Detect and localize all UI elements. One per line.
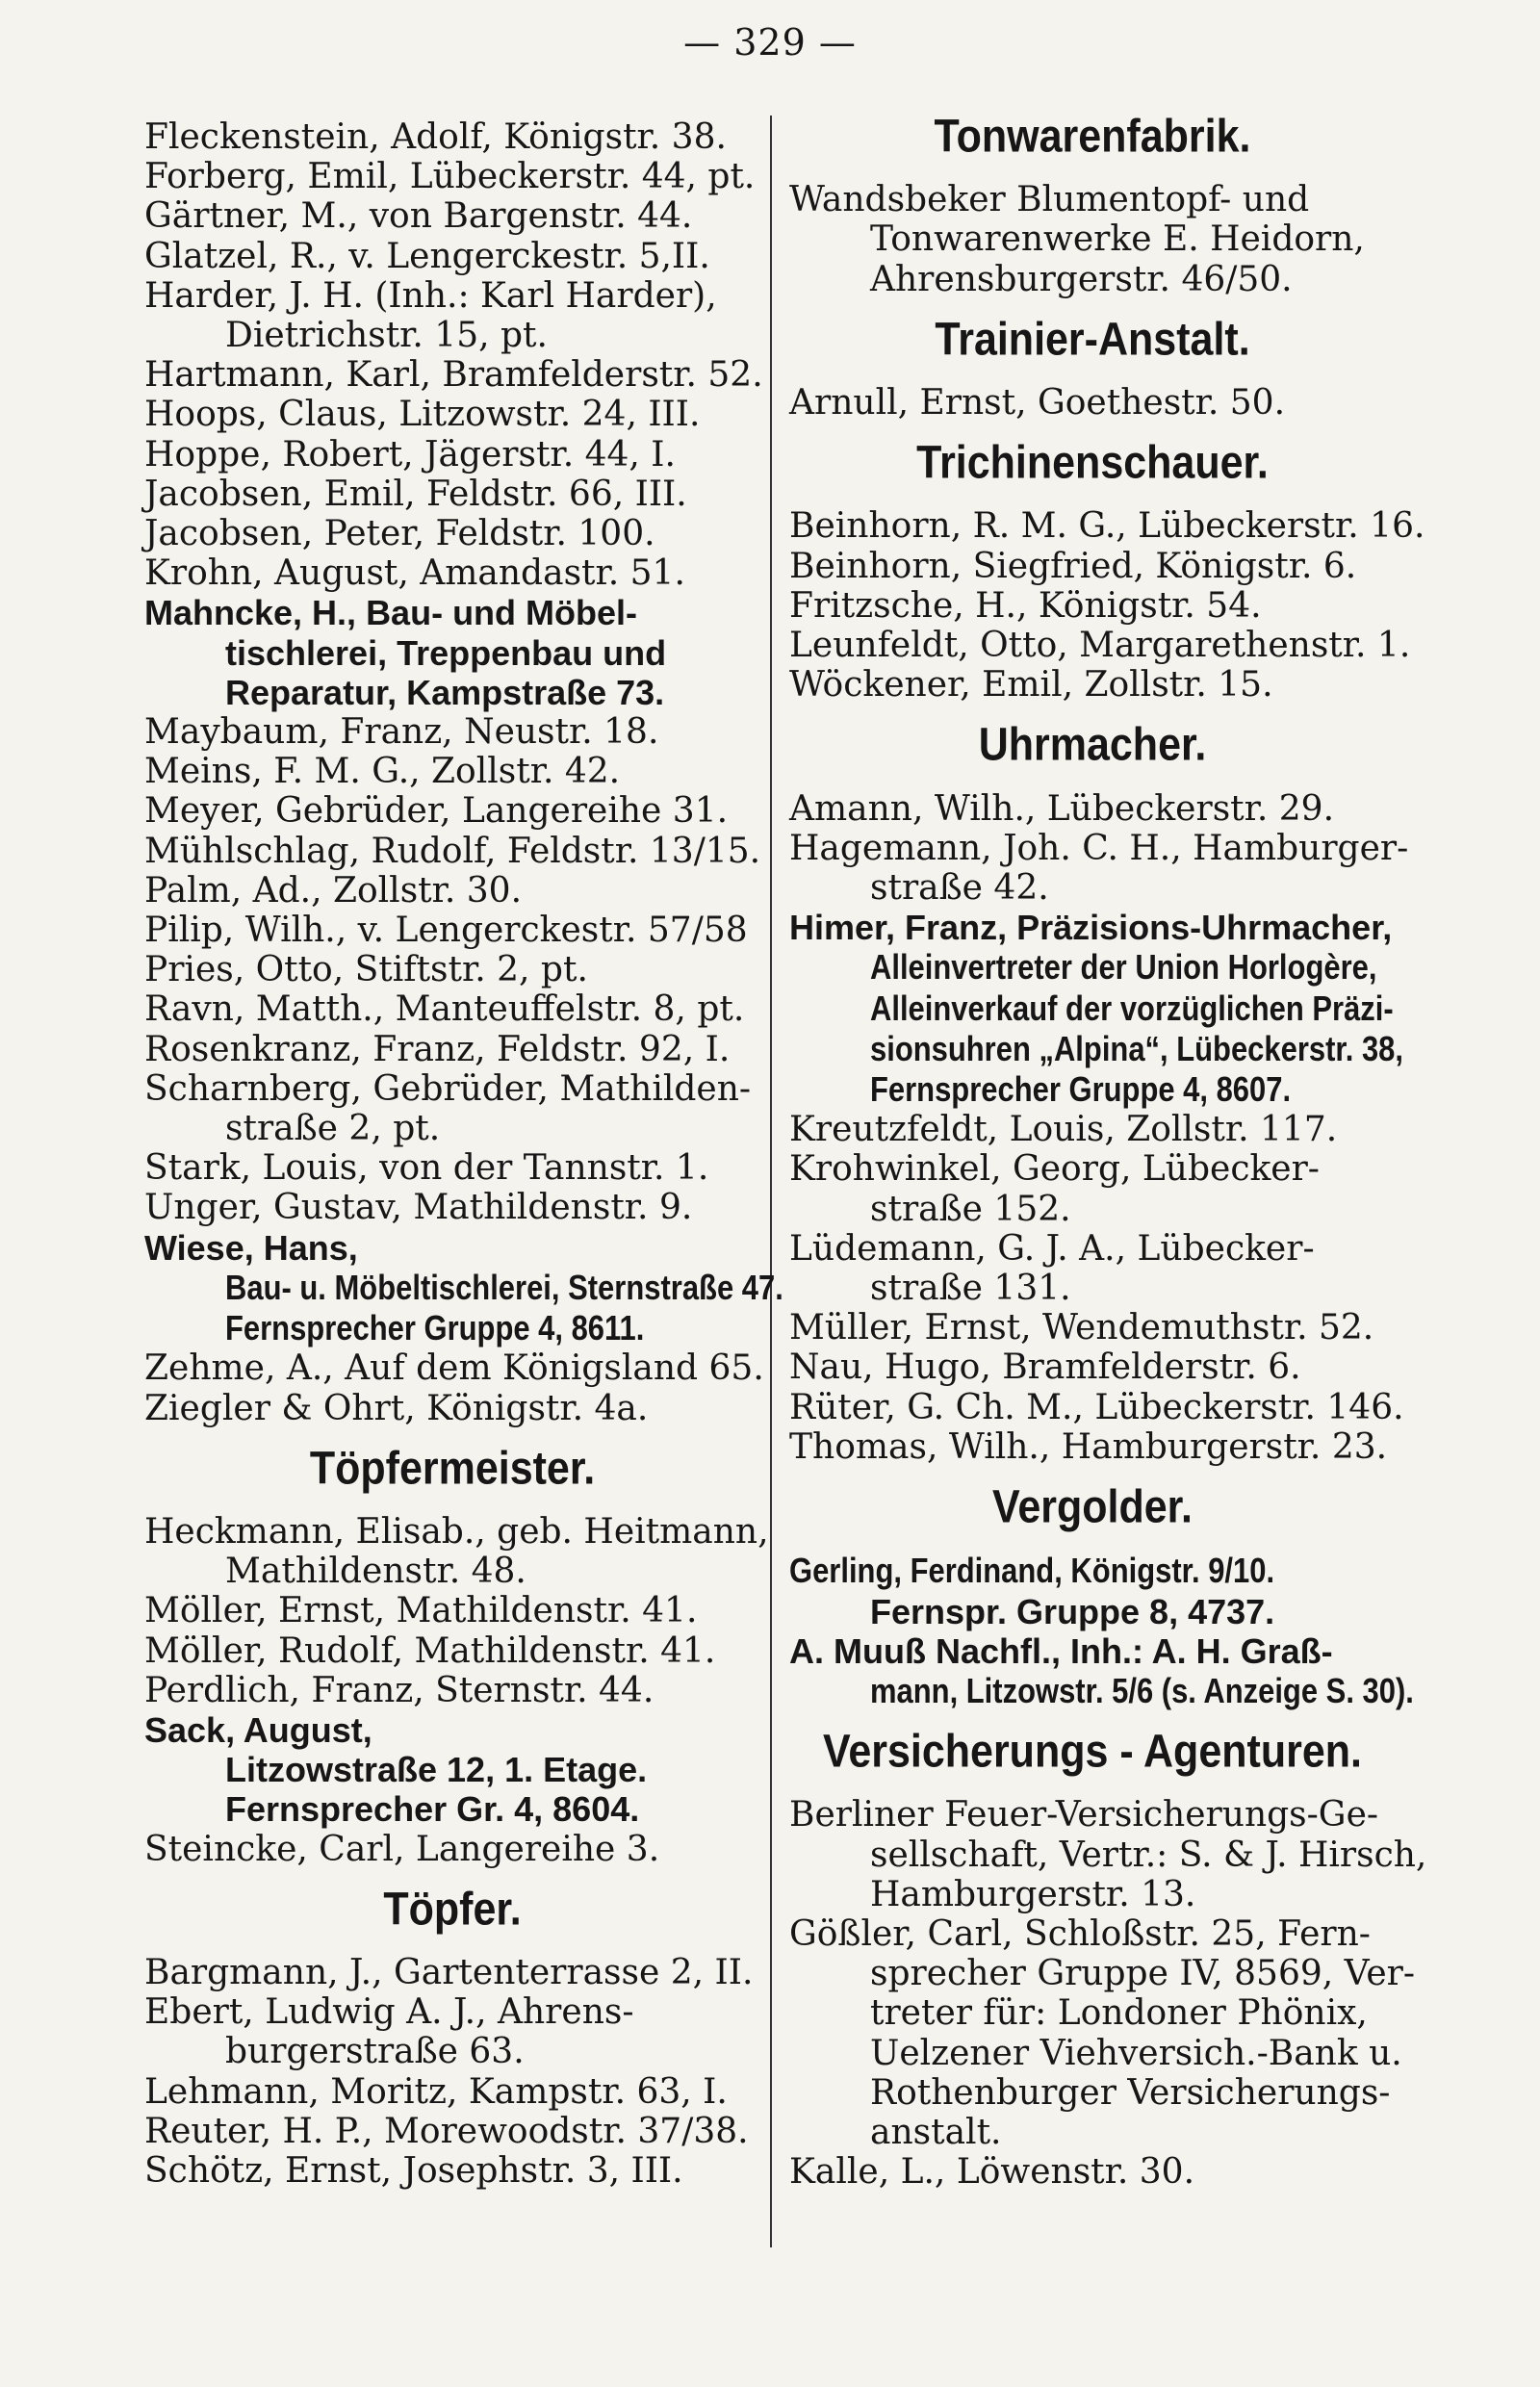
advert-wiese-line: Wiese, Hans, [144,1227,358,1268]
column-divider [770,116,772,2247]
list-item: Wöckener, Emil, Zollstr. 15. [789,665,1273,706]
list-item: Fleckenstein, Adolf, Königstr. 38. [144,117,727,157]
list-item: Jacobsen, Peter, Feldstr. 100. [144,514,655,554]
list-item: Maybaum, Franz, Neustr. 18. [144,712,659,753]
list-item: Rosenkranz, Franz, Feldstr. 92, I. [144,1029,731,1069]
list-item: Reuter, H. P., Morewoodstr. 37/38. [144,2111,749,2151]
advert-himer-line: Alleinverkauf der vorzüglichen Präzi- [870,988,1394,1028]
list-item: Palm, Ad., Zollstr. 30. [144,870,523,911]
advert-himer-line: sionsuhren „Alpina“, Lübeckerstr. 38, [870,1028,1404,1068]
list-item: Forberg, Emil, Lübeckerstr. 44, pt. [144,157,756,197]
list-item: Zehme, A., Auf dem Königsland 65. [144,1348,764,1389]
advert-muuss-line: mann, Litzowstr. 5/6 (s. Anzeige S. 30). [870,1670,1414,1710]
list-item: Unger, Gustav, Mathildenstr. 9. [144,1188,693,1228]
advert-himer-line: Himer, Franz, Präzisions-Uhrmacher, [789,908,1393,948]
list-item: Lüdemann, G. J. A., Lübecker- [789,1228,1315,1269]
list-item-continuation: Tonwarenwerke E. Heidorn, [870,219,1365,260]
list-item: Rüter, G. Ch. M., Lübeckerstr. 146. [789,1387,1404,1427]
list-item-continuation: straße 2, pt. [225,1109,441,1149]
list-item: Amann, Wilh., Lübeckerstr. 29. [789,788,1335,829]
list-item: Kreutzfeldt, Louis, Zollstr. 117. [789,1110,1338,1150]
list-item: Stark, Louis, von der Tannstr. 1. [144,1148,709,1189]
list-item: Mühlschlag, Rudolf, Feldstr. 13/15. [144,831,761,871]
section-heading-toepfer: Töpfer. [383,1883,522,1936]
list-item: Krohn, August, Amandastr. 51. [144,553,685,594]
advert-mahncke-line: Mahncke, H., Bau- und Möbel- [144,593,638,633]
list-item: Gößler, Carl, Schloßstr. 25, Fern- [789,1913,1371,1954]
list-item: Harder, J. H. (Inh.: Karl Harder), [144,275,717,316]
list-item: Berliner Feuer-Versicherungs-Ge- [789,1795,1379,1835]
list-item-continuation: straße 42. [870,868,1049,909]
advert-sack-line: Litzowstraße 12, 1. Etage. [225,1750,648,1790]
list-item: Ravn, Matth., Manteuffelstr. 8, pt. [144,989,745,1030]
list-item: Nau, Hugo, Bramfelderstr. 6. [789,1348,1301,1388]
list-item: Bargmann, J., Gartenterrasse 2, II. [144,1952,754,1992]
list-item: Hartmann, Karl, Bramfelderstr. 52. [144,355,763,396]
list-item-continuation: burgerstraße 63. [225,2032,525,2072]
advert-himer-line: Alleinvertreter der Union Horlogère, [870,947,1377,988]
advert-muuss-line: A. Muuß Nachfl., Inh.: A. H. Graß- [789,1630,1333,1671]
list-item-continuation: Mathildenstr. 48. [225,1552,526,1592]
list-item: Kalle, L., Löwenstr. 30. [789,2152,1195,2193]
list-item: Leunfeldt, Otto, Margarethenstr. 1. [789,626,1411,666]
list-item: Glatzel, R., v. Lengerckestr. 5,II. [144,236,710,276]
section-heading-versicherungs-agenturen: Versicherungs - Agenturen. [823,1726,1362,1778]
section-heading-uhrmacher: Uhrmacher. [978,719,1207,772]
advert-gerling-line: Gerling, Ferdinand, Königstr. 9/10. [789,1551,1275,1591]
list-item-continuation: Uelzener Viehversich.-Bank u. [870,2033,1402,2073]
list-item-continuation: straße 131. [870,1269,1071,1309]
list-item: Wandsbeker Blumentopf- und [789,180,1310,220]
advert-wiese-line: Fernsprecher Gruppe 4, 8611. [225,1308,645,1348]
list-item-continuation: Hamburgerstr. 13. [870,1874,1196,1914]
section-heading-trainier-anstalt: Trainier-Anstalt. [935,313,1250,366]
list-item: Möller, Rudolf, Mathildenstr. 41. [144,1630,716,1671]
advert-gerling-line: Fernspr. Gruppe 8, 4737. [870,1591,1275,1631]
advert-wiese-line: Bau- u. Möbeltischlerei, Sternstraße 47. [225,1267,783,1307]
list-item-continuation: Dietrichstr. 15, pt. [225,316,548,356]
list-item-continuation: Rothenburger Versicherungs- [870,2072,1391,2113]
list-item: Pries, Otto, Stiftstr. 2, pt. [144,950,588,990]
list-item: Möller, Ernst, Mathildenstr. 41. [144,1591,698,1631]
list-item-continuation: anstalt. [870,2112,1002,2152]
list-item: Beinhorn, R. M. G., Lübeckerstr. 16. [789,506,1425,547]
advert-mahncke-line: Reparatur, Kampstraße 73. [225,672,665,712]
list-item: Fritzsche, H., Königstr. 54. [789,585,1262,626]
left-column [144,117,783,2191]
list-item-continuation: Ahrensburgerstr. 46/50. [870,259,1293,299]
list-item-continuation: straße 152. [870,1189,1071,1229]
advert-sack-line: Fernsprecher Gr. 4, 8604. [225,1789,640,1830]
list-item: Heckmann, Elisab., geb. Heitmann, [144,1511,769,1552]
list-item: Jacobsen, Emil, Feldstr. 66, III. [144,474,687,514]
list-item: Hoops, Claus, Litzowstr. 24, III. [144,395,701,435]
list-item: Thomas, Wilh., Hamburgerstr. 23. [789,1426,1388,1467]
list-item: Meins, F. M. G., Zollstr. 42. [144,752,621,792]
page-number: — 329 — [683,21,857,64]
section-heading-vergolder: Vergolder. [992,1481,1193,1533]
advert-mahncke-line: tischlerei, Treppenbau und [225,632,667,673]
list-item: Müller, Ernst, Wendemuthstr. 52. [789,1308,1374,1348]
list-item: Ebert, Ludwig A. J., Ahrens- [144,1992,634,2033]
list-item: Beinhorn, Siegfried, Königstr. 6. [789,546,1357,586]
list-item: Perdlich, Franz, Sternstr. 44. [144,1670,654,1710]
list-item: Gärtner, M., von Bargenstr. 44. [144,196,693,237]
right-column [789,111,1427,2193]
list-item-continuation: sellschaft, Vertr.: S. & J. Hirsch, [870,1835,1427,1875]
list-item: Pilip, Wilh., v. Lengerckestr. 57/58 [144,911,748,951]
list-item: Arnull, Ernst, Goethestr. 50. [789,383,1286,424]
list-item: Meyer, Gebrüder, Langereihe 31. [144,791,729,832]
list-item: Steincke, Carl, Langereihe 3. [144,1829,660,1869]
list-item: Scharnberg, Gebrüder, Mathilden- [144,1068,752,1109]
list-item-continuation: treter für: Londoner Phönix, [870,1993,1368,2034]
advert-himer-line: Fernsprecher Gruppe 4, 8607. [870,1069,1292,1110]
section-heading-tonwarenfabrik: Tonwarenfabrik. [934,111,1251,163]
list-item: Krohwinkel, Georg, Lübecker- [789,1149,1320,1190]
list-item: Lehmann, Moritz, Kampstr. 63, I. [144,2071,728,2112]
section-heading-toepfermeister: Töpfermeister. [309,1442,596,1495]
list-item: Hoppe, Robert, Jägerstr. 44, I. [144,434,676,475]
list-item: Schötz, Ernst, Josephstr. 3, III. [144,2150,683,2191]
list-item-continuation: sprecher Gruppe IV, 8569, Ver- [870,1954,1416,1994]
list-item: Hagemann, Joh. C. H., Hamburger- [789,828,1409,868]
list-item: Ziegler & Ohrt, Königstr. 4a. [144,1388,649,1428]
advert-sack-line: Sack, August, [144,1709,372,1750]
section-heading-trichinenschauer: Trichinenschauer. [916,437,1269,490]
